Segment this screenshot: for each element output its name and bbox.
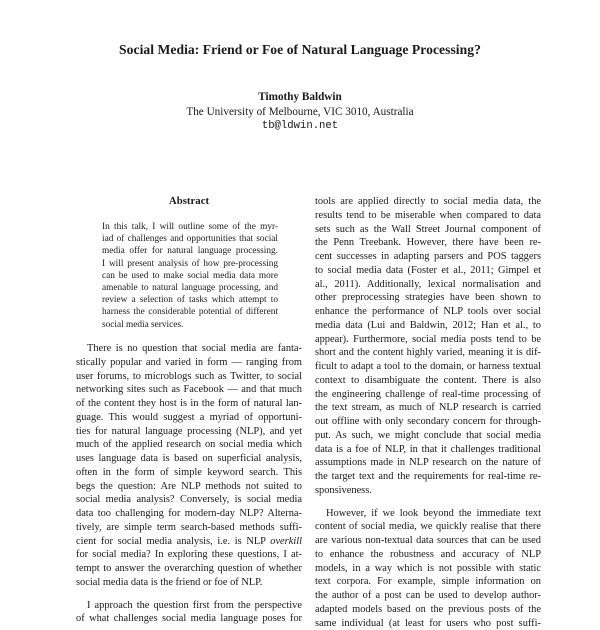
body-line-with-italic — [76, 535, 302, 549]
abstract-body — [102, 221, 278, 331]
body-line: data is a foe of NLP, in that it challenges traditional — [315, 443, 541, 457]
abstract-line: social media services. — [102, 319, 278, 331]
body-line: tempt to answer the overarching question of whether — [76, 562, 302, 576]
body-line: user forums, to microblogs such as Twitter, to social — [76, 370, 302, 384]
body-line: media data (Lui and Baldwin, 2012; Han et al., to — [315, 319, 541, 333]
body-line: context to disambiguate the content. There is also — [315, 374, 541, 388]
body-line: stically popular and varied in form — ranging from — [76, 356, 302, 370]
abstract-line: iad of challenges and opportunities that social — [102, 233, 278, 245]
abstract-line: review a selection of tasks which attempt to — [102, 294, 278, 306]
body-line: There is no question that social media are fanta- — [76, 342, 302, 356]
body-line: to enhance the robustness and accuracy of NLP — [315, 548, 541, 562]
body-line: the engineering challenge of real-time processing of — [315, 388, 541, 402]
body-line: same individual (at least for users who post suffi- — [315, 617, 541, 630]
abstract-line: amenable to natural language processing, and — [102, 282, 278, 294]
body-line: text corpora. For example, simple information on — [315, 575, 541, 589]
body-line: other preprocessing strategies have been shown to — [315, 291, 541, 305]
body-line: sets such as the Wall Street Journal component of — [315, 223, 541, 237]
abstract-line: In this talk, I will outline some of the myr- — [102, 221, 278, 233]
left-column-body — [76, 342, 302, 626]
right-column-body — [315, 195, 541, 630]
body-line: short and the content highly varied, meaning it is dif- — [315, 346, 541, 360]
body-line: adapted models based on the previous posts of the — [315, 603, 541, 617]
paper-title: Social Media: Friend or Foe of Natural Language Processing? — [0, 42, 600, 58]
italic-term-overkill: overkill — [270, 536, 302, 547]
body-line: the Penn Treebank. However, there have been re- — [315, 236, 541, 250]
body-line: tools are applied directly to social media data, the — [315, 195, 541, 209]
body-line: assumptions made in NLP research on the nature of — [315, 456, 541, 470]
body-line: tively, are simple term search-based methods suffi- — [76, 521, 302, 535]
author-email: tb@ldwin.net — [0, 120, 600, 132]
body-line: ficult to adapt a tool to the domain, or harness textual — [315, 360, 541, 374]
body-line: uses language data is based on superficial analysis, — [76, 452, 302, 466]
body-line: to social media data (Foster et al., 2011; Gimpel et — [315, 264, 541, 278]
body-line: the text stream, as much of NLP research is carried — [315, 401, 541, 415]
body-line: the target text and the requirements for real-time re- — [315, 470, 541, 484]
body-line: sponsiveness. — [315, 484, 541, 498]
abstract-heading: Abstract — [76, 195, 302, 207]
body-line: social media analysis? Conversely, is social media — [76, 493, 302, 507]
abstract-line: media offer for natural language processing. — [102, 245, 278, 257]
body-line: appear). Furthermore, social media posts tend to be — [315, 333, 541, 347]
abstract-line: I will present analysis of how pre-processing — [102, 258, 278, 270]
body-line: much of the applied research on social media which — [76, 438, 302, 452]
body-line: networking sites such as Facebook — and that much — [76, 383, 302, 397]
body-line: enhance the performance of NLP tools over social — [315, 305, 541, 319]
body-line: out offline with only secondary concern for through- — [315, 415, 541, 429]
body-line: for social media? In exploring these questions, I at- — [76, 548, 302, 562]
body-line: al., 2011). Additionally, lexical normalisation and — [315, 278, 541, 292]
body-line: social media data is the friend or foe of NLP. — [76, 576, 302, 590]
body-line: cent successes in adapting parsers and POS taggers — [315, 250, 541, 264]
body-line: models, in a way which is not possible with static — [315, 562, 541, 576]
body-line: I approach the question first from the perspective — [76, 599, 302, 613]
body-line: ties for natural language processing (NLP), and yet — [76, 425, 302, 439]
body-line: guage. This would suggest a myriad of opportuni- — [76, 411, 302, 425]
abstract-line: can be used to make social media data more — [102, 270, 278, 282]
abstract-line: harness the considerable potential of different — [102, 306, 278, 318]
body-line: of what challenges social media language poses for — [76, 612, 302, 626]
body-line: often in the form of simple keyword search. This — [76, 466, 302, 480]
body-line: the author of a post can be used to develop author- — [315, 589, 541, 603]
body-line: content of social media, we quickly realise that there — [315, 520, 541, 534]
body-line: begs the question: Are NLP methods not suited to — [76, 480, 302, 494]
body-line: of the content they host is in the form of natural lan- — [76, 397, 302, 411]
body-line-text: cient for social media analysis, i.e. is NLP — [76, 536, 266, 547]
body-line: data too challenging for modern-day NLP? Alterna- — [76, 507, 302, 521]
author-affiliation: The University of Melbourne, VIC 3010, Australia — [0, 106, 600, 118]
body-line: put. As such, we might conclude that social media — [315, 429, 541, 443]
body-line: However, if we look beyond the immediate text — [315, 507, 541, 521]
body-line: results tend to be miserable when compared to data — [315, 209, 541, 223]
author-name: Timothy Baldwin — [0, 91, 600, 103]
body-line: are various non-textual data sources that can be used — [315, 534, 541, 548]
